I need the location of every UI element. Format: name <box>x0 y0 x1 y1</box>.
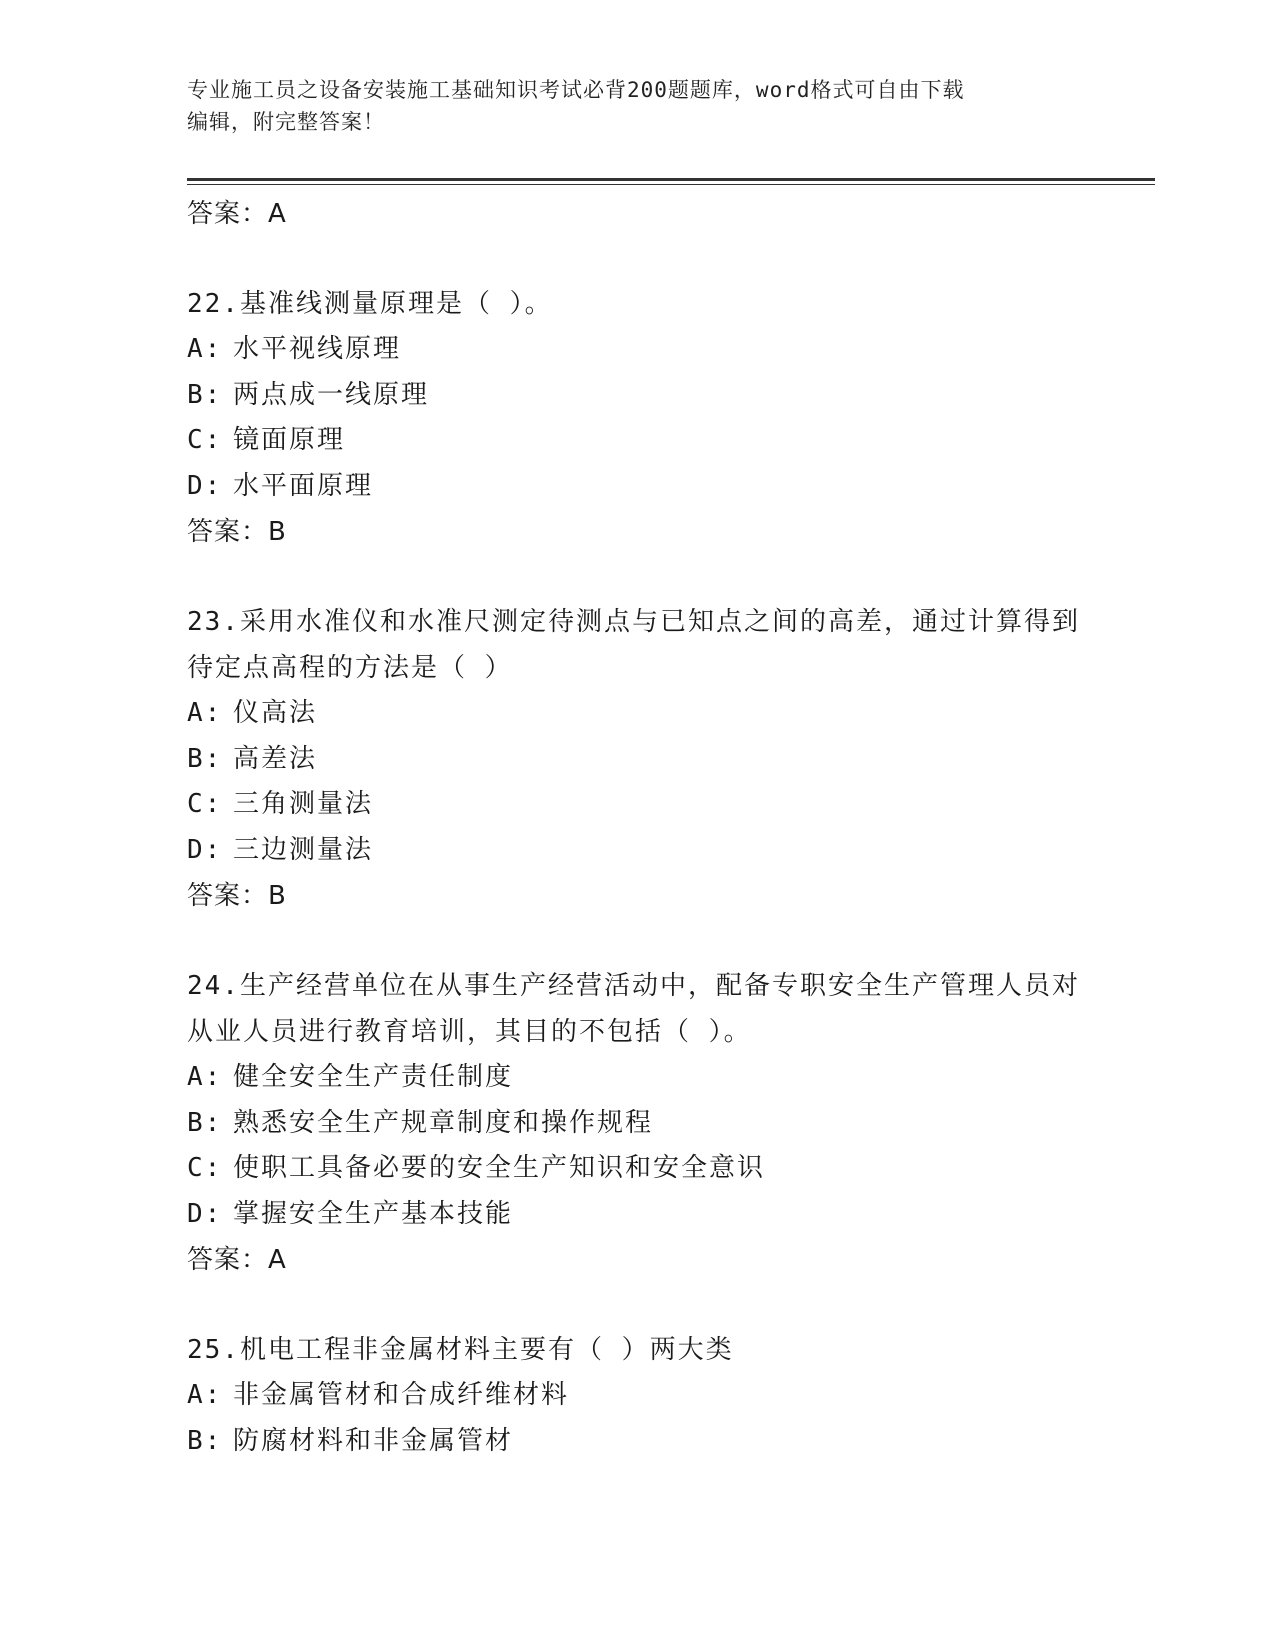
option-d <box>187 828 1155 874</box>
spacer <box>187 555 1155 599</box>
answer-label: 答案： <box>187 1245 269 1275</box>
spacer <box>187 237 1155 281</box>
option-d <box>187 1192 1155 1238</box>
option-letter: B: <box>187 379 223 410</box>
question-stem: 25.机电工程非金属材料主要有（ ）两大类 <box>187 1335 734 1365</box>
document-header <box>187 74 1067 138</box>
option-letter: A: <box>187 334 223 364</box>
question-22 <box>187 281 1155 599</box>
option-letter: B: <box>187 743 223 774</box>
option-letter: A: <box>187 1062 223 1092</box>
option-text: 镜面原理 <box>233 425 346 455</box>
option-text: 水平面原理 <box>233 470 374 501</box>
option-text: 熟悉安全生产规章制度和操作规程 <box>233 1107 654 1138</box>
option-text: 仪高法 <box>233 698 318 728</box>
option-letter: B: <box>187 1107 223 1138</box>
option-c <box>187 782 1155 828</box>
option-a <box>187 691 1155 737</box>
answer-line <box>187 873 1155 919</box>
option-a <box>187 327 1155 373</box>
option-text: 高差法 <box>233 743 318 774</box>
option-c <box>187 1146 1155 1192</box>
question-23 <box>187 599 1155 963</box>
answer-line <box>187 191 1155 237</box>
option-letter: C: <box>187 1153 223 1183</box>
header-line-2: 编辑，附完整答案！ <box>187 110 385 134</box>
option-a <box>187 1373 1155 1419</box>
option-c <box>187 418 1155 464</box>
option-letter: C: <box>187 789 223 819</box>
answer-line <box>187 509 1155 555</box>
answer-label: 答案： <box>187 881 269 911</box>
question-list <box>187 191 1155 1464</box>
option-a <box>187 1055 1155 1101</box>
header-line-1: 专业施工员之设备安装施工基础知识考试必背200题题库，word格式可自由下载 <box>187 78 965 102</box>
answer-value: A <box>268 1245 287 1275</box>
option-letter: A: <box>187 1380 223 1410</box>
answer-label: 答案： <box>187 517 269 547</box>
answer-line <box>187 1237 1155 1283</box>
option-letter: C: <box>187 425 223 455</box>
question-stem: 22.基准线测量原理是（ ）。 <box>187 289 553 319</box>
option-text: 健全安全生产责任制度 <box>233 1062 514 1092</box>
option-b <box>187 373 1155 419</box>
answer-label: 答案： <box>187 199 269 229</box>
question-25 <box>187 1327 1155 1464</box>
question-stem: 24.生产经营单位在从事生产经营活动中，配备专职安全生产管理人员对从业人员进行教育培训，其目的不包括（ ）。 <box>187 971 1080 1047</box>
option-text: 掌握安全生产基本技能 <box>233 1198 514 1229</box>
option-text: 三角测量法 <box>233 789 374 819</box>
option-text: 两点成一线原理 <box>233 379 430 410</box>
option-b <box>187 1101 1155 1147</box>
option-text: 非金属管材和合成纤维材料 <box>233 1380 570 1410</box>
option-text: 使职工具备必要的安全生产知识和安全意识 <box>233 1153 766 1183</box>
answer-value: A <box>268 199 287 229</box>
option-b <box>187 1419 1155 1465</box>
header-rule-thin <box>187 184 1155 185</box>
answer-value: B <box>268 517 287 547</box>
option-text: 三边测量法 <box>233 834 374 865</box>
option-letter: D: <box>187 834 223 865</box>
spacer <box>187 1283 1155 1327</box>
option-d <box>187 464 1155 510</box>
document-page <box>187 0 1155 1650</box>
header-rule-thick <box>187 178 1155 181</box>
spacer <box>187 919 1155 963</box>
option-letter: A: <box>187 698 223 728</box>
option-letter: B: <box>187 1425 223 1456</box>
option-b <box>187 737 1155 783</box>
option-text: 水平视线原理 <box>233 334 402 364</box>
option-text: 防腐材料和非金属管材 <box>233 1425 514 1456</box>
question-24 <box>187 963 1155 1327</box>
option-letter: D: <box>187 470 223 501</box>
question-stem: 23.采用水准仪和水准尺测定待测点与已知点之间的高差，通过计算得到待定点高程的方法是（ ） <box>187 607 1080 683</box>
answer-value: B <box>268 881 287 911</box>
option-letter: D: <box>187 1198 223 1229</box>
